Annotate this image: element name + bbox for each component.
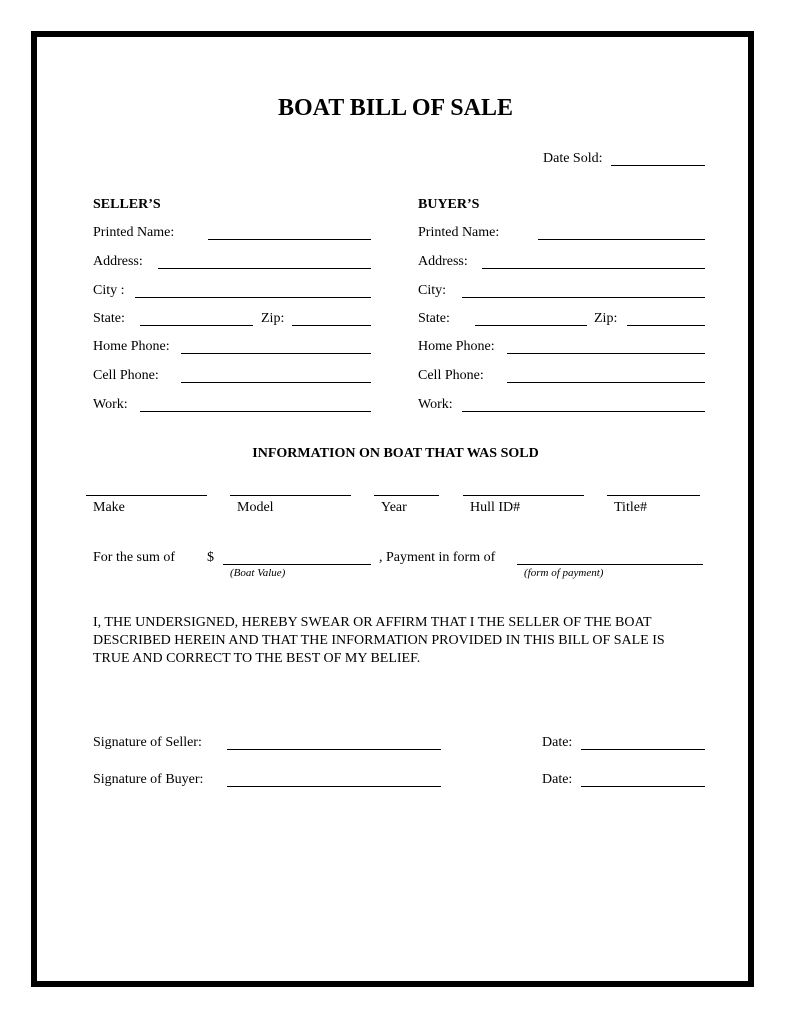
buyer-date-field[interactable] — [581, 786, 705, 787]
buyer-city-label: City: — [418, 283, 447, 298]
buyer-printed-name-label: Printed Name: — [418, 225, 500, 240]
buyer-cell-phone-label: Cell Phone: — [418, 368, 484, 383]
buyer-state-label: State: — [418, 311, 450, 326]
seller-city-field[interactable] — [135, 297, 371, 298]
declaration-line: DESCRIBED HEREIN AND THAT THE INFORMATION PROVIDED IN THIS BILL OF SALE IS — [93, 633, 665, 648]
seller-date-label: Date: — [542, 735, 573, 750]
model-field[interactable] — [230, 495, 351, 496]
seller-address-field[interactable] — [158, 268, 371, 269]
sum-label: For the sum of — [93, 550, 176, 565]
title-number-label: Title# — [614, 500, 647, 515]
boat-value-field[interactable] — [223, 564, 371, 565]
payment-form-field[interactable] — [517, 564, 703, 565]
seller-zip-label: Zip: — [261, 311, 285, 326]
buyer-work-label: Work: — [418, 397, 453, 412]
seller-heading: SELLER’S — [93, 197, 161, 212]
seller-cell-phone-label: Cell Phone: — [93, 368, 159, 383]
seller-address-label: Address: — [93, 254, 143, 269]
buyer-work-field[interactable] — [462, 411, 705, 412]
buyer-zip-field[interactable] — [627, 325, 705, 326]
buyer-home-phone-field[interactable] — [507, 353, 705, 354]
buyer-address-label: Address: — [418, 254, 468, 269]
seller-home-phone-field[interactable] — [181, 353, 371, 354]
buyer-zip-label: Zip: — [594, 311, 618, 326]
boat-value-hint: (Boat Value) — [230, 567, 286, 579]
year-field[interactable] — [374, 495, 439, 496]
seller-work-field[interactable] — [140, 411, 371, 412]
seller-work-label: Work: — [93, 397, 128, 412]
make-field[interactable] — [86, 495, 207, 496]
declaration-line: TRUE AND CORRECT TO THE BEST OF MY BELIEF. — [93, 651, 421, 666]
declaration-line: I, THE UNDERSIGNED, HEREBY SWEAR OR AFFIRM THAT I THE SELLER OF THE BOAT — [93, 615, 652, 630]
title-number-field[interactable] — [607, 495, 700, 496]
date-sold-label: Date Sold: — [543, 151, 603, 166]
seller-home-phone-label: Home Phone: — [93, 339, 170, 354]
hull-id-label: Hull ID# — [470, 500, 521, 515]
buyer-heading: BUYER’S — [418, 197, 480, 212]
hull-id-field[interactable] — [463, 495, 584, 496]
payment-form-label: , Payment in form of — [379, 550, 496, 565]
seller-signature-label: Signature of Seller: — [93, 735, 202, 750]
buyer-date-label: Date: — [542, 772, 573, 787]
declaration-text — [93, 614, 703, 668]
seller-state-field[interactable] — [140, 325, 253, 326]
seller-date-field[interactable] — [581, 749, 705, 750]
model-label: Model — [237, 500, 274, 515]
seller-zip-field[interactable] — [292, 325, 371, 326]
seller-cell-phone-field[interactable] — [181, 382, 371, 383]
buyer-city-field[interactable] — [462, 297, 705, 298]
seller-printed-name-field[interactable] — [208, 239, 371, 240]
buyer-home-phone-label: Home Phone: — [418, 339, 495, 354]
date-sold-field[interactable] — [611, 165, 705, 166]
document-title: BOAT BILL OF SALE — [278, 95, 513, 121]
seller-city-label: City : — [93, 283, 125, 298]
buyer-address-field[interactable] — [482, 268, 705, 269]
buyer-state-field[interactable] — [475, 325, 587, 326]
boat-info-heading: INFORMATION ON BOAT THAT WAS SOLD — [252, 446, 539, 461]
year-label: Year — [381, 500, 407, 515]
buyer-signature-field[interactable] — [227, 786, 441, 787]
buyer-printed-name-field[interactable] — [538, 239, 705, 240]
seller-signature-field[interactable] — [227, 749, 441, 750]
currency-symbol: $ — [207, 550, 214, 565]
payment-form-hint: (form of payment) — [524, 567, 604, 579]
buyer-signature-label: Signature of Buyer: — [93, 772, 204, 787]
buyer-cell-phone-field[interactable] — [507, 382, 705, 383]
seller-state-label: State: — [93, 311, 125, 326]
make-label: Make — [93, 500, 125, 515]
seller-printed-name-label: Printed Name: — [93, 225, 175, 240]
